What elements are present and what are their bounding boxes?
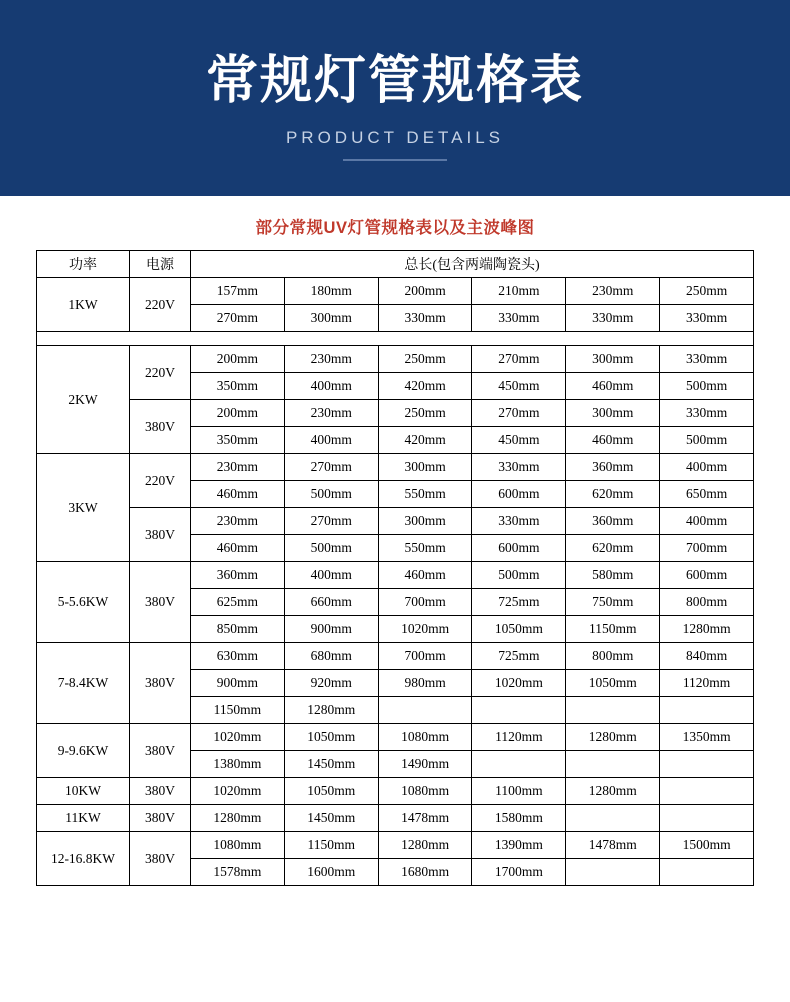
table-row — [37, 278, 754, 305]
cell-length — [660, 859, 754, 886]
cell-length: 230mm — [566, 278, 660, 305]
cell-length — [660, 778, 754, 805]
cell-length: 1500mm — [660, 832, 754, 859]
cell-length: 500mm — [284, 481, 378, 508]
cell-length: 1680mm — [378, 859, 472, 886]
cell-voltage: 380V — [130, 724, 191, 778]
cell-length: 360mm — [566, 454, 660, 481]
cell-length: 1580mm — [472, 805, 566, 832]
cell-length: 360mm — [566, 508, 660, 535]
cell-length: 1490mm — [378, 751, 472, 778]
cell-length: 700mm — [378, 643, 472, 670]
table-row — [37, 400, 754, 427]
cell-length: 270mm — [191, 305, 285, 332]
cell-length: 250mm — [378, 400, 472, 427]
table-row — [37, 805, 754, 832]
cell-voltage: 380V — [130, 832, 191, 886]
cell-voltage: 380V — [130, 400, 191, 454]
cell-length: 270mm — [472, 346, 566, 373]
cell-length: 460mm — [191, 535, 285, 562]
cell-voltage: 380V — [130, 805, 191, 832]
cell-length: 1280mm — [191, 805, 285, 832]
cell-length: 200mm — [378, 278, 472, 305]
cell-length: 700mm — [660, 535, 754, 562]
cell-length: 1020mm — [472, 670, 566, 697]
cell-length: 920mm — [284, 670, 378, 697]
cell-length — [472, 751, 566, 778]
cell-length: 1700mm — [472, 859, 566, 886]
cell-length: 1280mm — [378, 832, 472, 859]
cell-length: 800mm — [660, 589, 754, 616]
cell-length: 400mm — [284, 427, 378, 454]
cell-length: 250mm — [660, 278, 754, 305]
cell-length: 725mm — [472, 643, 566, 670]
cell-length — [660, 805, 754, 832]
cell-length — [566, 751, 660, 778]
cell-length: 1120mm — [660, 670, 754, 697]
page-banner — [0, 0, 790, 196]
cell-length — [660, 697, 754, 724]
cell-length: 270mm — [284, 508, 378, 535]
cell-length: 500mm — [660, 427, 754, 454]
cell-length: 1450mm — [284, 751, 378, 778]
cell-length: 250mm — [378, 346, 472, 373]
cell-length: 200mm — [191, 346, 285, 373]
table-row — [37, 643, 754, 670]
header-voltage: 电源 — [130, 251, 191, 278]
cell-voltage: 380V — [130, 508, 191, 562]
cell-length: 750mm — [566, 589, 660, 616]
cell-length: 1350mm — [660, 724, 754, 751]
cell-length: 600mm — [472, 481, 566, 508]
cell-length: 230mm — [191, 454, 285, 481]
cell-voltage: 220V — [130, 454, 191, 508]
cell-length: 600mm — [472, 535, 566, 562]
cell-power: 5-5.6KW — [37, 562, 130, 643]
cell-length: 450mm — [472, 373, 566, 400]
cell-length: 450mm — [472, 427, 566, 454]
cell-length: 1020mm — [191, 778, 285, 805]
cell-voltage: 380V — [130, 562, 191, 643]
page-title: 常规灯管规格表 — [205, 52, 584, 110]
cell-length: 330mm — [472, 454, 566, 481]
title-divider — [343, 159, 447, 161]
cell-length: 300mm — [378, 454, 472, 481]
cell-length: 330mm — [378, 305, 472, 332]
cell-length: 1050mm — [284, 724, 378, 751]
cell-length: 1020mm — [191, 724, 285, 751]
spec-table — [36, 250, 754, 886]
cell-length: 400mm — [284, 373, 378, 400]
cell-length: 460mm — [566, 427, 660, 454]
table-row — [37, 508, 754, 535]
cell-length: 850mm — [191, 616, 285, 643]
cell-power: 7-8.4KW — [37, 643, 130, 724]
cell-length: 157mm — [191, 278, 285, 305]
table-row — [37, 346, 754, 373]
cell-length: 330mm — [472, 305, 566, 332]
cell-length: 1600mm — [284, 859, 378, 886]
cell-length: 180mm — [284, 278, 378, 305]
header-power: 功率 — [37, 251, 130, 278]
spec-table-container — [0, 250, 790, 886]
cell-length: 800mm — [566, 643, 660, 670]
table-header-row — [37, 251, 754, 278]
table-row — [37, 454, 754, 481]
cell-length: 460mm — [378, 562, 472, 589]
cell-length: 725mm — [472, 589, 566, 616]
cell-voltage: 220V — [130, 346, 191, 400]
cell-length: 350mm — [191, 427, 285, 454]
cell-length: 1080mm — [378, 778, 472, 805]
cell-length — [378, 697, 472, 724]
cell-length — [566, 697, 660, 724]
cell-length: 400mm — [284, 562, 378, 589]
cell-length: 500mm — [284, 535, 378, 562]
cell-length: 1478mm — [378, 805, 472, 832]
cell-length: 210mm — [472, 278, 566, 305]
cell-length: 1080mm — [378, 724, 472, 751]
cell-length: 700mm — [378, 589, 472, 616]
cell-length: 1450mm — [284, 805, 378, 832]
cell-length: 660mm — [284, 589, 378, 616]
cell-voltage: 380V — [130, 778, 191, 805]
cell-length: 550mm — [378, 481, 472, 508]
cell-length: 1280mm — [284, 697, 378, 724]
cell-length: 330mm — [660, 346, 754, 373]
cell-length: 680mm — [284, 643, 378, 670]
cell-power: 9-9.6KW — [37, 724, 130, 778]
cell-length: 400mm — [660, 454, 754, 481]
cell-length: 1280mm — [566, 724, 660, 751]
cell-length: 1280mm — [566, 778, 660, 805]
cell-length: 620mm — [566, 535, 660, 562]
cell-length: 1380mm — [191, 751, 285, 778]
cell-length: 1150mm — [284, 832, 378, 859]
cell-length: 300mm — [284, 305, 378, 332]
cell-length: 330mm — [472, 508, 566, 535]
cell-length: 1120mm — [472, 724, 566, 751]
cell-length: 230mm — [284, 346, 378, 373]
cell-length: 330mm — [660, 305, 754, 332]
cell-length: 1578mm — [191, 859, 285, 886]
cell-length: 200mm — [191, 400, 285, 427]
cell-length: 1100mm — [472, 778, 566, 805]
cell-length: 300mm — [566, 346, 660, 373]
cell-length: 550mm — [378, 535, 472, 562]
cell-length: 650mm — [660, 481, 754, 508]
table-row — [37, 562, 754, 589]
cell-length: 1050mm — [472, 616, 566, 643]
cell-voltage: 380V — [130, 643, 191, 724]
cell-length: 1150mm — [191, 697, 285, 724]
cell-voltage: 220V — [130, 278, 191, 332]
cell-length — [660, 751, 754, 778]
cell-length: 270mm — [284, 454, 378, 481]
cell-power: 12-16.8KW — [37, 832, 130, 886]
cell-length: 500mm — [660, 373, 754, 400]
cell-length: 1150mm — [566, 616, 660, 643]
cell-power: 10KW — [37, 778, 130, 805]
cell-length: 230mm — [191, 508, 285, 535]
cell-length: 840mm — [660, 643, 754, 670]
cell-length: 580mm — [566, 562, 660, 589]
cell-length: 1390mm — [472, 832, 566, 859]
cell-power: 1KW — [37, 278, 130, 332]
cell-power: 11KW — [37, 805, 130, 832]
cell-length: 420mm — [378, 427, 472, 454]
cell-length: 1050mm — [566, 670, 660, 697]
header-total-length: 总长(包含两端陶瓷头) — [191, 251, 754, 278]
cell-length: 330mm — [566, 305, 660, 332]
cell-length: 420mm — [378, 373, 472, 400]
spacer-cell — [37, 332, 754, 346]
cell-length: 350mm — [191, 373, 285, 400]
cell-length: 400mm — [660, 508, 754, 535]
cell-length: 630mm — [191, 643, 285, 670]
cell-length: 625mm — [191, 589, 285, 616]
cell-length: 330mm — [660, 400, 754, 427]
cell-length: 300mm — [566, 400, 660, 427]
cell-length: 900mm — [191, 670, 285, 697]
cell-length — [472, 697, 566, 724]
cell-power: 3KW — [37, 454, 130, 562]
cell-length — [566, 859, 660, 886]
cell-length: 300mm — [378, 508, 472, 535]
page-subtitle: PRODUCT DETAILS — [285, 127, 505, 147]
table-row — [37, 778, 754, 805]
cell-length: 600mm — [660, 562, 754, 589]
cell-length: 500mm — [472, 562, 566, 589]
cell-length: 270mm — [472, 400, 566, 427]
table-row — [37, 832, 754, 859]
cell-length: 460mm — [566, 373, 660, 400]
cell-length: 1050mm — [284, 778, 378, 805]
cell-length: 460mm — [191, 481, 285, 508]
cell-power: 2KW — [37, 346, 130, 454]
cell-length: 980mm — [378, 670, 472, 697]
table-row — [37, 724, 754, 751]
cell-length: 620mm — [566, 481, 660, 508]
cell-length: 1280mm — [660, 616, 754, 643]
cell-length: 230mm — [284, 400, 378, 427]
cell-length — [566, 805, 660, 832]
cell-length: 1080mm — [191, 832, 285, 859]
table-spacer-row — [37, 332, 754, 346]
cell-length: 360mm — [191, 562, 285, 589]
section-heading: 部分常规UV灯管规格表以及主波峰图 — [255, 219, 535, 237]
cell-length: 900mm — [284, 616, 378, 643]
cell-length: 1478mm — [566, 832, 660, 859]
cell-length: 1020mm — [378, 616, 472, 643]
